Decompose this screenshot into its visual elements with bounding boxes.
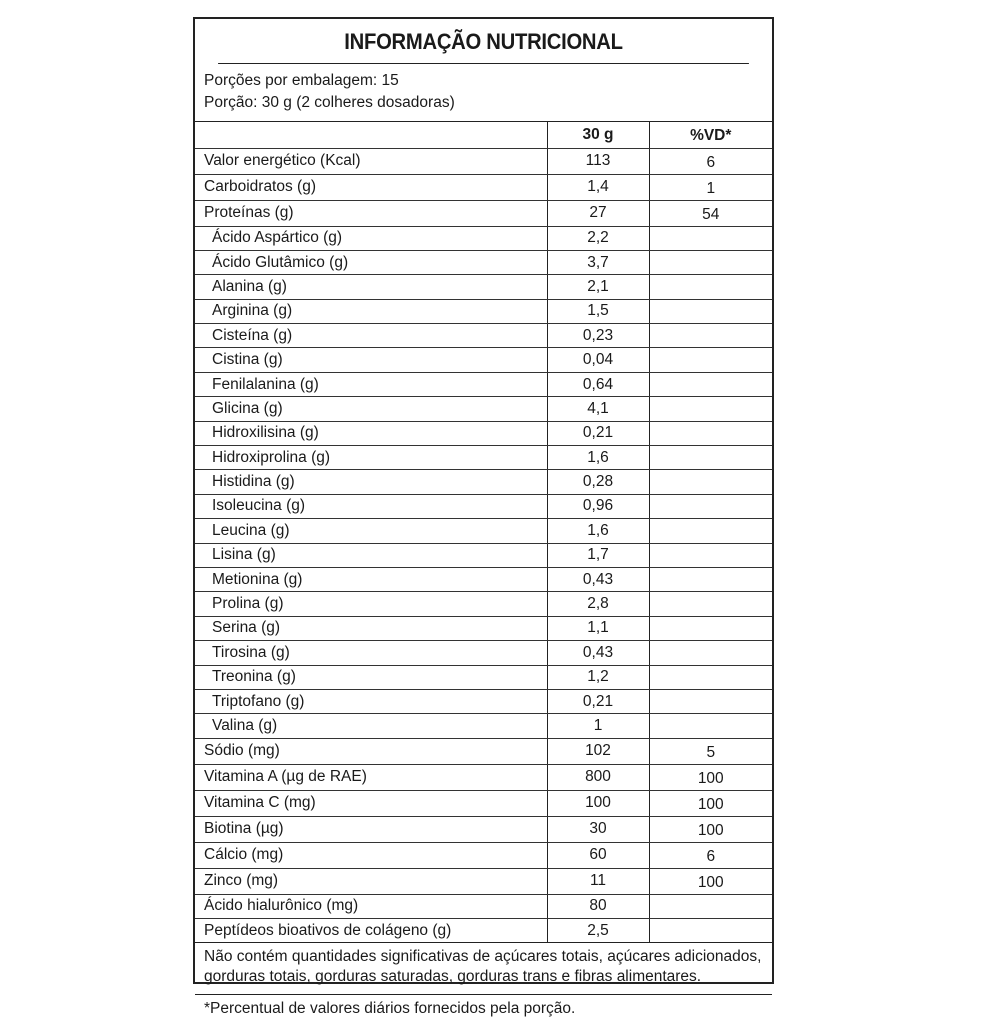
nutrient-quantity: 80 bbox=[547, 894, 649, 918]
portion-size: Porção: 30 g (2 colheres dosadoras) bbox=[204, 94, 455, 111]
nutrient-name: Hidroxiprolina (g) bbox=[195, 446, 547, 470]
table-row bbox=[195, 470, 772, 494]
table-row bbox=[195, 148, 772, 174]
table-row bbox=[195, 842, 772, 868]
nutrient-daily-value: 100 bbox=[649, 868, 772, 894]
nutrient-name: Glicina (g) bbox=[195, 397, 547, 421]
nutrient-quantity: 0,96 bbox=[547, 494, 649, 518]
nutrient-quantity: 2,1 bbox=[547, 275, 649, 299]
nutrient-name: Prolina (g) bbox=[195, 592, 547, 616]
nutrient-name: Arginina (g) bbox=[195, 299, 547, 323]
table-row bbox=[195, 275, 772, 299]
table-row bbox=[195, 200, 772, 226]
nutrient-name: Biotina (µg) bbox=[195, 816, 547, 842]
nutrient-quantity: 800 bbox=[547, 764, 649, 790]
nutrient-daily-value: 100 bbox=[649, 764, 772, 790]
servings-per-package: Porções por embalagem: 15 bbox=[204, 72, 399, 89]
nutrient-quantity: 0,21 bbox=[547, 689, 649, 713]
nutrient-daily-value bbox=[649, 324, 772, 348]
nutrient-quantity: 1 bbox=[547, 714, 649, 738]
label-title: INFORMAÇÃO NUTRICIONAL bbox=[218, 19, 749, 64]
table-row bbox=[195, 174, 772, 200]
nutrient-daily-value bbox=[649, 348, 772, 372]
table-row bbox=[195, 868, 772, 894]
nutrient-quantity: 113 bbox=[547, 148, 649, 174]
nutrient-name: Triptofano (g) bbox=[195, 689, 547, 713]
nutrient-daily-value bbox=[649, 446, 772, 470]
nutrient-quantity: 0,64 bbox=[547, 372, 649, 396]
nutrient-quantity: 1,6 bbox=[547, 446, 649, 470]
nutrient-daily-value bbox=[649, 250, 772, 274]
nutrient-name: Alanina (g) bbox=[195, 275, 547, 299]
nutrient-daily-value bbox=[649, 519, 772, 543]
nutrient-quantity: 1,6 bbox=[547, 519, 649, 543]
footnote-not-significant bbox=[195, 943, 772, 995]
nutrient-name: Histidina (g) bbox=[195, 470, 547, 494]
nutrient-name: Treonina (g) bbox=[195, 665, 547, 689]
nutrition-facts-label bbox=[193, 17, 774, 1018]
nutrient-daily-value bbox=[649, 616, 772, 640]
table-row bbox=[195, 372, 772, 396]
nutrient-quantity: 27 bbox=[547, 200, 649, 226]
nutrient-name: Ácido Glutâmico (g) bbox=[195, 250, 547, 274]
table-row bbox=[195, 616, 772, 640]
nutrient-daily-value: 100 bbox=[649, 816, 772, 842]
table-row bbox=[195, 919, 772, 943]
nutrient-daily-value bbox=[649, 275, 772, 299]
table-row bbox=[195, 816, 772, 842]
nutrient-name: Ácido hialurônico (mg) bbox=[195, 894, 547, 918]
nutrient-name: Vitamina C (mg) bbox=[195, 790, 547, 816]
table-row bbox=[195, 494, 772, 518]
nutrient-daily-value: 1 bbox=[649, 174, 772, 200]
nutrient-name: Tirosina (g) bbox=[195, 641, 547, 665]
nutrient-daily-value bbox=[649, 714, 772, 738]
nutrient-quantity: 60 bbox=[547, 842, 649, 868]
nutrient-name: Sódio (mg) bbox=[195, 738, 547, 764]
nutrient-name: Vitamina A (µg de RAE) bbox=[195, 764, 547, 790]
daily-value-note: *Percentual de valores diários fornecidos pela porção. bbox=[204, 1000, 576, 1018]
nutrient-name: Serina (g) bbox=[195, 616, 547, 640]
table-row bbox=[195, 226, 772, 250]
table-row bbox=[195, 894, 772, 918]
footnote-line: gorduras totais, gorduras saturadas, gorduras trans e fibras alimentares. bbox=[204, 968, 702, 986]
nutrient-daily-value bbox=[649, 665, 772, 689]
table-row bbox=[195, 567, 772, 591]
nutrient-quantity: 0,28 bbox=[547, 470, 649, 494]
nutrient-quantity: 0,21 bbox=[547, 421, 649, 445]
nutrient-quantity: 1,7 bbox=[547, 543, 649, 567]
header-quantity: 30 g bbox=[547, 122, 649, 148]
nutrient-daily-value bbox=[649, 543, 772, 567]
nutrient-quantity: 1,2 bbox=[547, 665, 649, 689]
table-row bbox=[195, 250, 772, 274]
nutrient-daily-value bbox=[649, 592, 772, 616]
nutrient-name: Hidroxilisina (g) bbox=[195, 421, 547, 445]
table-row bbox=[195, 421, 772, 445]
nutrient-daily-value bbox=[649, 641, 772, 665]
nutrient-quantity: 2,8 bbox=[547, 592, 649, 616]
table-row bbox=[195, 397, 772, 421]
table-row bbox=[195, 519, 772, 543]
nutrient-name: Carboidratos (g) bbox=[195, 174, 547, 200]
nutrient-daily-value bbox=[649, 397, 772, 421]
nutrient-name: Cistina (g) bbox=[195, 348, 547, 372]
nutrient-daily-value bbox=[649, 689, 772, 713]
nutrient-quantity: 100 bbox=[547, 790, 649, 816]
nutrient-quantity: 1,4 bbox=[547, 174, 649, 200]
nutrient-daily-value bbox=[649, 494, 772, 518]
nutrient-name: Proteínas (g) bbox=[195, 200, 547, 226]
nutrient-quantity: 1,1 bbox=[547, 616, 649, 640]
nutrient-name: Valina (g) bbox=[195, 714, 547, 738]
nutrient-daily-value: 6 bbox=[649, 148, 772, 174]
nutrient-quantity: 2,5 bbox=[547, 919, 649, 943]
nutrition-table bbox=[195, 122, 772, 943]
nutrient-name: Valor energético (Kcal) bbox=[195, 148, 547, 174]
table-row bbox=[195, 446, 772, 470]
nutrient-name: Leucina (g) bbox=[195, 519, 547, 543]
nutrient-name: Lisina (g) bbox=[195, 543, 547, 567]
nutrient-daily-value bbox=[649, 919, 772, 943]
table-row bbox=[195, 665, 772, 689]
table-row bbox=[195, 790, 772, 816]
nutrient-daily-value bbox=[649, 372, 772, 396]
nutrient-daily-value bbox=[649, 299, 772, 323]
nutrient-quantity: 4,1 bbox=[547, 397, 649, 421]
nutrient-quantity: 0,43 bbox=[547, 641, 649, 665]
table-row bbox=[195, 348, 772, 372]
nutrient-daily-value: 6 bbox=[649, 842, 772, 868]
table-header-row bbox=[195, 122, 772, 148]
nutrient-daily-value: 100 bbox=[649, 790, 772, 816]
nutrient-daily-value: 5 bbox=[649, 738, 772, 764]
nutrient-name: Zinco (mg) bbox=[195, 868, 547, 894]
nutrient-daily-value bbox=[649, 470, 772, 494]
nutrient-quantity: 1,5 bbox=[547, 299, 649, 323]
footnote-line: Não contém quantidades significativas de açúcares totais, açúcares adicionados, bbox=[204, 948, 762, 966]
header-nutrient bbox=[195, 122, 547, 148]
nutrient-daily-value bbox=[649, 421, 772, 445]
nutrient-name: Ácido Aspártico (g) bbox=[195, 226, 547, 250]
nutrient-name: Fenilalanina (g) bbox=[195, 372, 547, 396]
table-row bbox=[195, 592, 772, 616]
table-row bbox=[195, 738, 772, 764]
table-row bbox=[195, 641, 772, 665]
nutrient-quantity: 2,2 bbox=[547, 226, 649, 250]
nutrient-daily-value: 54 bbox=[649, 200, 772, 226]
nutrient-daily-value bbox=[649, 894, 772, 918]
nutrient-daily-value bbox=[649, 226, 772, 250]
header-daily-value: %VD* bbox=[649, 122, 772, 148]
nutrient-quantity: 3,7 bbox=[547, 250, 649, 274]
nutrient-quantity: 11 bbox=[547, 868, 649, 894]
table-row bbox=[195, 689, 772, 713]
nutrient-daily-value bbox=[649, 567, 772, 591]
nutrient-quantity: 0,04 bbox=[547, 348, 649, 372]
table-row bbox=[195, 764, 772, 790]
nutrient-name: Isoleucina (g) bbox=[195, 494, 547, 518]
table-row bbox=[195, 299, 772, 323]
nutrient-quantity: 0,23 bbox=[547, 324, 649, 348]
serving-info bbox=[195, 64, 772, 122]
nutrient-quantity: 30 bbox=[547, 816, 649, 842]
nutrient-quantity: 102 bbox=[547, 738, 649, 764]
nutrient-name: Cisteína (g) bbox=[195, 324, 547, 348]
table-row bbox=[195, 714, 772, 738]
table-row bbox=[195, 324, 772, 348]
nutrient-name: Metionina (g) bbox=[195, 567, 547, 591]
nutrient-quantity: 0,43 bbox=[547, 567, 649, 591]
nutrient-name: Peptídeos bioativos de colágeno (g) bbox=[195, 919, 547, 943]
table-row bbox=[195, 543, 772, 567]
nutrient-name: Cálcio (mg) bbox=[195, 842, 547, 868]
